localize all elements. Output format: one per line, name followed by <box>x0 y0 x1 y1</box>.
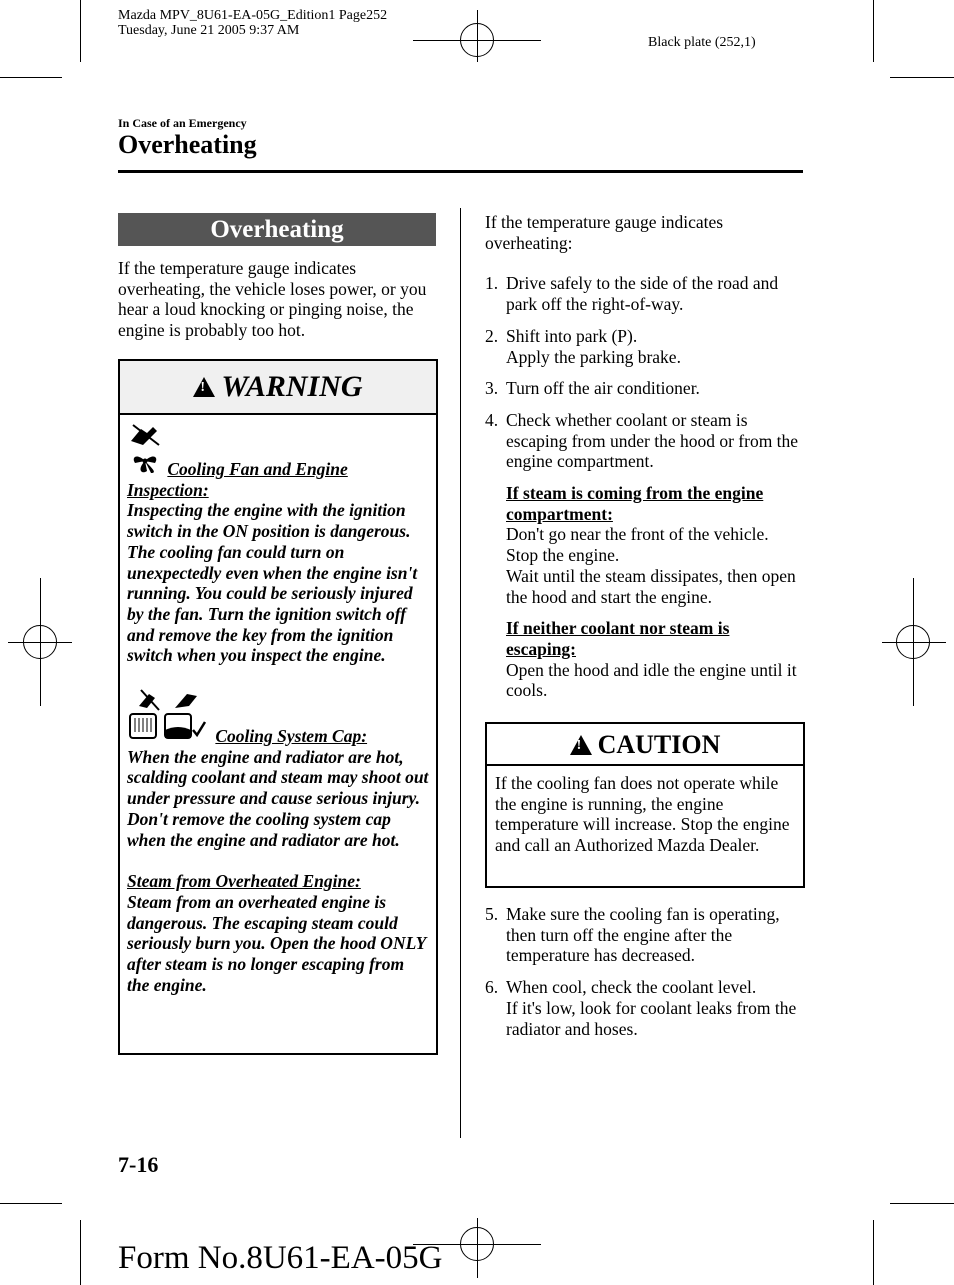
section-title: Overheating <box>118 130 257 159</box>
warning-title: WARNING <box>221 370 363 403</box>
no-steam-subheading: If neither coolant nor steam is escaping: <box>506 618 730 659</box>
warning-header <box>120 361 436 415</box>
print-header-line1: Mazda MPV_8U61-EA-05G_Edition1 Page252 <box>118 8 388 23</box>
steps-list-a <box>485 273 803 472</box>
caution-triangle-icon <box>570 735 592 755</box>
no-hand-fan-icon <box>127 423 163 480</box>
list-item: 1. Drive safely to the side of the road and park off the right-of-way. <box>485 273 779 315</box>
radiator-cap-icon <box>127 688 211 747</box>
no-steam-subsection: If neither coolant nor steam is escaping: Open the hood and idle the engine until it cools. <box>485 618 803 701</box>
warning-item-cap <box>127 688 429 850</box>
warning-text-fan: Inspecting the engine with the ignition switch in the ON position is dangerous. The cooling fan could turn on unexpectedly even when the engine isn't running. You could be seriously injured by the fan. Turn the ignition switch off and remove the key from the ignition switch when you inspect the engine. <box>127 500 418 666</box>
list-item: 2. Shift into park (P). Apply the parking brake. <box>485 325 681 367</box>
warning-body <box>120 415 436 995</box>
warning-heading-cap: Cooling System Cap: <box>215 726 368 747</box>
list-item: 6. When cool, check the coolant level. If it's low, look for coolant leaks from the radiator and hoses. <box>485 977 797 1039</box>
warning-item-steam <box>127 871 429 995</box>
caution-title: CAUTION <box>597 730 721 759</box>
warning-heading-steam: Steam from Overheated Engine: <box>127 871 361 892</box>
warning-item-fan <box>127 423 429 666</box>
section-label: In Case of an Emergency <box>118 116 247 130</box>
overheating-banner: Overheating <box>118 213 436 246</box>
list-item: 4. Check whether coolant or steam is escaping from under the hood or from the engine compartment. <box>485 409 799 472</box>
warning-text-steam: Steam from an overheated engine is dangerous. The escaping steam could seriously burn you. Open the hood ONLY after steam is no longer escaping from the engine. <box>127 891 426 995</box>
print-header-line2: Tuesday, June 21 2005 9:37 AM <box>118 23 300 38</box>
right-column-lower <box>485 904 803 1050</box>
warning-box <box>118 359 438 1055</box>
left-intro: If the temperature gauge indicates overheating, the vehicle loses power, or you hear a loud knocking or pinging noise, the engine is probably too hot. <box>118 258 427 341</box>
form-number: Form No.8U61-EA-05G <box>118 1240 443 1276</box>
caution-text: If the cooling fan does not operate while the engine is running, the engine temperature will increase. Stop the engine and call an Authorized Mazda Dealer. <box>495 773 790 856</box>
column-divider <box>460 208 461 1138</box>
warning-text-cap: When the engine and radiator are hot, scalding coolant and steam may shoot out under pressure and cause serious injury. Don't remove the cooling system cap when the engine and radiator are hot. <box>127 746 429 850</box>
caution-box <box>485 722 805 888</box>
warning-heading-fan: Cooling Fan and Engine Inspection: <box>127 459 348 500</box>
warning-triangle-icon <box>193 377 215 397</box>
page-number: 7-16 <box>118 1152 159 1177</box>
right-intro: If the temperature gauge indicates overheating: <box>485 212 724 253</box>
steps-list-b <box>485 904 803 1039</box>
list-item: 5. Make sure the cooling fan is operating, then turn off the engine after the temperature has decreased. <box>485 904 780 966</box>
steam-subheading: If steam is coming from the engine compartment: <box>506 483 764 524</box>
caution-header <box>487 724 803 766</box>
print-header <box>118 8 387 38</box>
list-item: 3. Turn off the air conditioner. <box>485 378 700 399</box>
right-column <box>485 212 803 712</box>
title-rule <box>118 170 803 173</box>
plate-label: Black plate (252,1) <box>648 35 756 50</box>
steam-subsection: If steam is coming from the engine compartment: Don't go near the front of the vehicle. Stop the engine. Wait until the steam dissipates, then open the hood and start the engine. <box>485 483 803 607</box>
